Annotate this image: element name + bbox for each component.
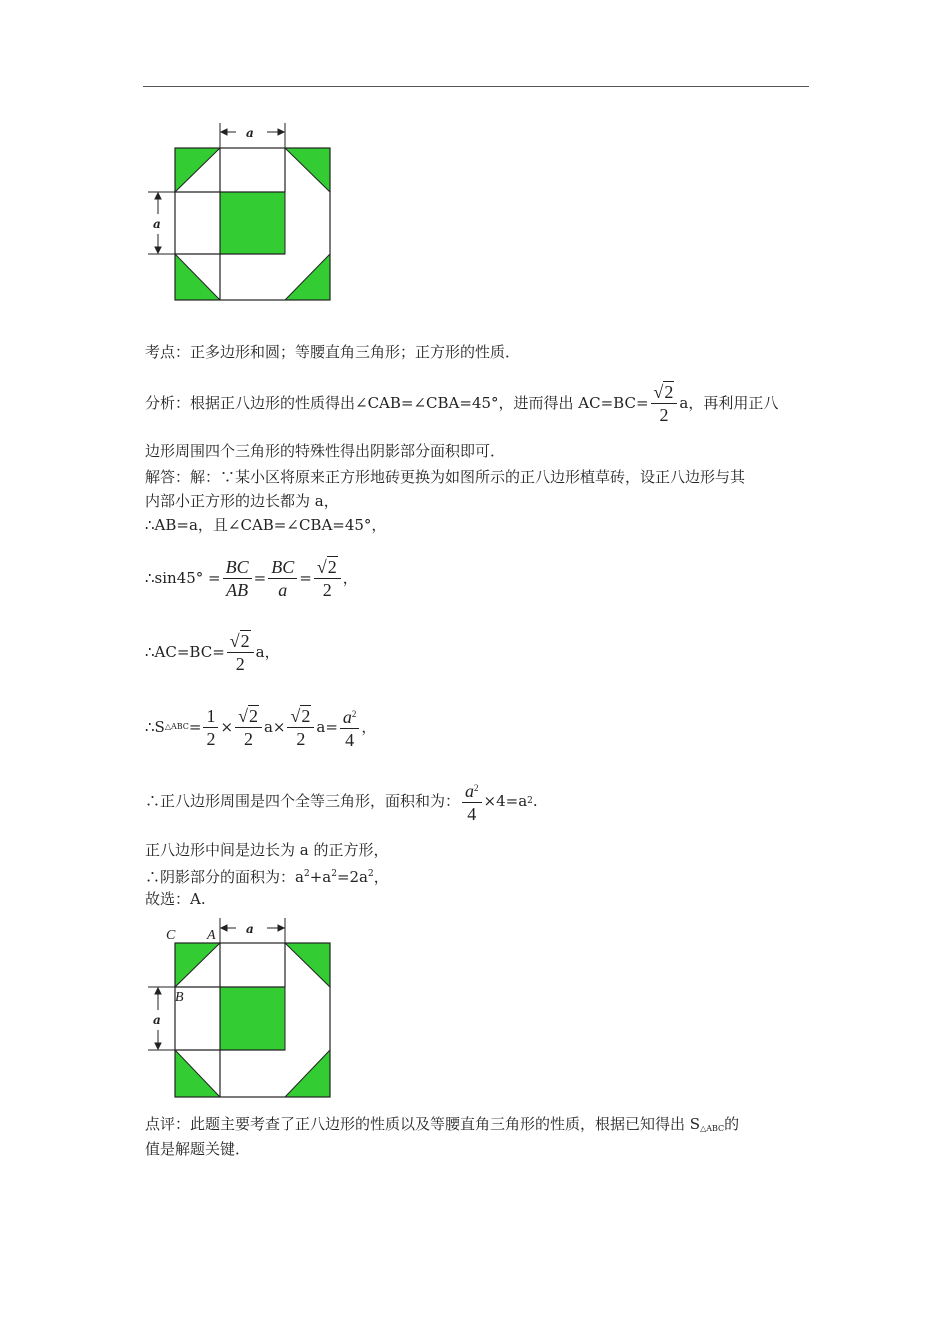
ac-bc-equation: ∴AC=BC= $\frac{√2}{2}$ a ， (145, 630, 280, 674)
fig2-label-a: A (207, 928, 216, 943)
area-equation: ∴S △ABC = $\frac{1}{2}$ × $\frac{√2}{2}$ a × $\frac{√2}{2}$ a = $\frac{a^2}{4}$ ， (145, 702, 376, 752)
octagon-figure-2 (140, 912, 340, 1104)
fenxi-line-2: 边形周围四个三角形的特殊性得出阴影部分面积即可． (145, 442, 506, 460)
fig2-dim-top: a (246, 922, 254, 936)
fig2-dim-left: a (153, 1013, 161, 1027)
center-square-line: 正八边形中间是边长为 a 的正方形， (145, 841, 389, 859)
fenxi-line-1 (145, 378, 778, 428)
fenxi-text-1: 分析：根据正八边形的性质得出∠CAB=∠CBA=45°，进而得出 AC=BC= (145, 394, 649, 412)
kaodian-line: 考点：正多边形和圆；等腰直角三角形；正方形的性质． (145, 343, 521, 361)
dianping-line-1: 点评：此题主要考查了正八边形的性质以及等腰直角三角形的性质，根据已知得出 $S_{\triangle ABC}$的 (145, 1115, 740, 1133)
fig1-dim-top: a (246, 126, 254, 140)
total-area-equation: ∴正八边形周围是四个全等三角形，面积和为： $\frac{a^2}{4}$ ×4=a 2 . (145, 776, 538, 826)
fig2-label-b: B (175, 990, 184, 1005)
jieda-line-2: 内部小正方形的边长都为 a， (145, 492, 339, 510)
jieda-line-1: 解答：解：∵某小区将原来正方形地砖更换为如图所示的正八边形植草砖，设正八边形与其 (145, 468, 746, 486)
header-rule (143, 86, 809, 87)
fenxi-text-2: a，再利用正八 (679, 394, 779, 412)
shadow-area-line: ∴阴影部分的面积为：$a^2+a^2=2a^2$， (145, 868, 389, 886)
fig1-dim-left: a (153, 217, 161, 231)
octagon-figure-1 (140, 118, 340, 308)
sin-equation: ∴sin45° = $\frac{BC}{AB}$ = $\frac{BC}{a}$ = $\frac{√2}{2}$ ， (145, 556, 358, 600)
jieda-line-3: ∴AB=a，且∠CAB=∠CBA=45°， (145, 516, 387, 534)
answer-line: 故选：A. (145, 890, 206, 908)
fenxi-fraction: $\frac{√2}{2}$ (651, 381, 678, 426)
dianping-line-2: 值是解题关键． (145, 1140, 251, 1158)
fig2-label-c: C (166, 928, 176, 943)
